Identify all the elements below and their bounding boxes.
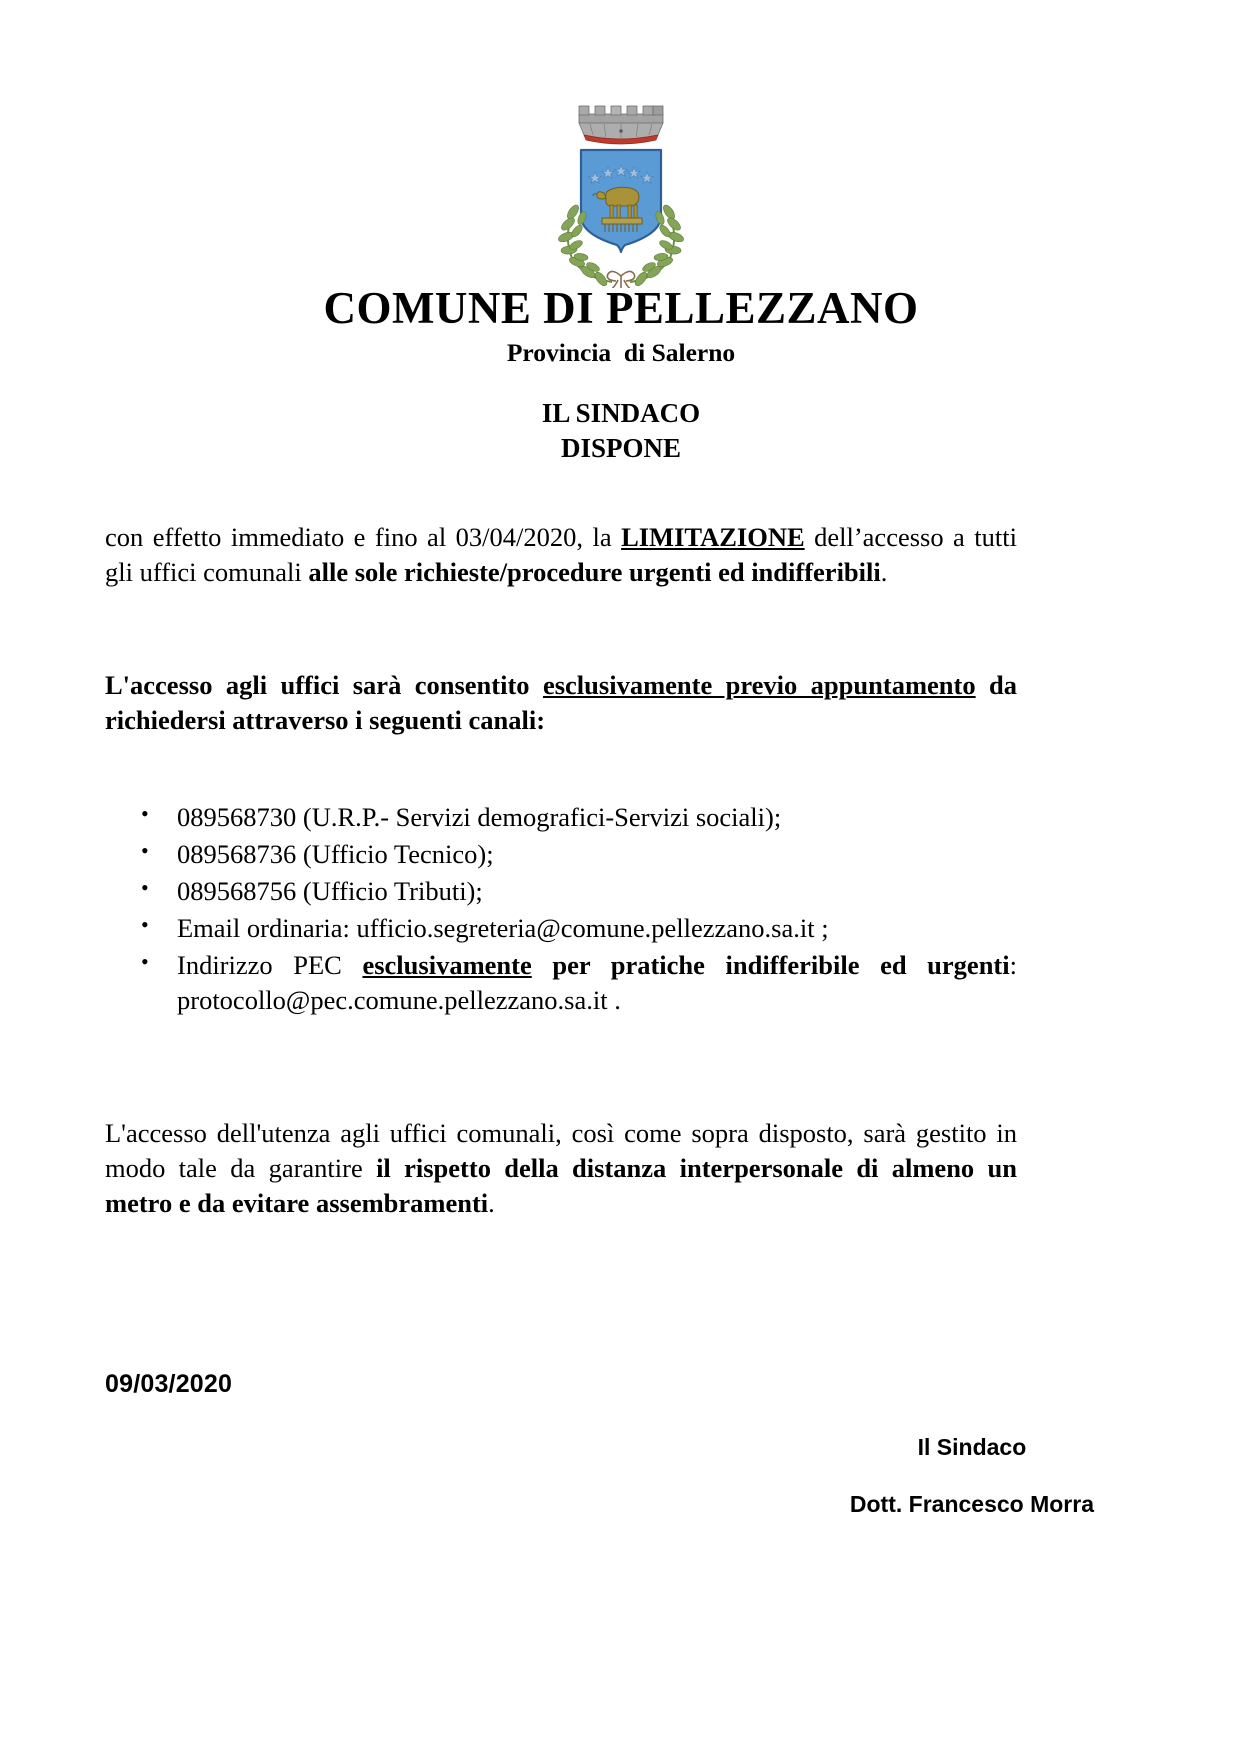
paragraph-limitation [105,520,1017,590]
channel-text: Email ordinaria: ufficio.segreteria@comune.pellezzano.sa.it ; [177,912,829,943]
para2-part1: L'accesso agli uffici sarà consentito [105,669,543,700]
spacer-1 [105,590,1017,668]
list-item [177,837,1017,873]
coat-of-arms-icon [546,98,696,288]
signature-block [850,1435,1094,1518]
signature-name: Dott. Francesco Morra [849,1491,1094,1518]
authority-heading [0,396,1242,466]
spacer-2 [105,738,1017,800]
channel-text: 089568730 (U.R.P.- Servizi demografici-Servizi sociali); [177,801,782,832]
list-item [177,874,1017,910]
list-item [177,948,1017,1020]
list-item [177,800,1017,836]
contact-channels-list [105,800,1017,1019]
channel-tail: : protocollo@pec.comune.pellezzano.sa.it . [177,949,1017,1016]
signature-role: Il Sindaco [917,1434,1027,1460]
mural-crown-icon [579,106,663,144]
channel-text: Indirizzo PEC [177,949,363,980]
emblem-container [0,98,1242,290]
document-date: 09/03/2020 [105,1370,233,1398]
page-subtitle: Provincia di Salerno [506,337,736,367]
paragraph-distance [105,1116,1017,1221]
channel-bold: per pratiche indifferibile ed urgenti [531,949,1010,980]
para1-part3: . [880,556,888,587]
para1-bold: alle sole richieste/procedure urgenti ed indifferibili [308,556,881,587]
para3-bold: il rispetto della distanza interpersonale di almeno un metro e da evitare assembramenti [105,1153,1017,1219]
document-body [105,520,1017,1221]
para2-part2: da richiedersi attraverso i seguenti canali: [105,669,1017,735]
header-block [0,284,1242,367]
spacer-3 [105,1020,1017,1116]
para1-part2: dell’accesso a tutti gli uffici comunali [105,522,1017,587]
channel-esclusivamente-emphasis: esclusivamente [362,949,532,980]
authority-line-2: DISPONE [560,433,682,464]
page-title: COMUNE DI PELLEZZANO [323,283,919,333]
para3-part2: . [488,1188,495,1219]
para1-limitazione-emphasis: LIMITAZIONE [621,522,805,552]
shield-icon [581,150,661,252]
channel-text: 089568756 (Ufficio Tributi); [177,875,483,906]
paragraph-appointment [105,668,1017,738]
channel-text: 089568736 (Ufficio Tecnico); [177,838,494,869]
para3-part1: L'accesso dell'utenza agli uffici comunali, così come sopra disposto, sarà gestito in modo tale da garantire [105,1118,1017,1184]
para1-part1: con effetto immediato e fino al 03/04/2020, la [105,522,622,552]
authority-line-1: IL SINDACO [541,398,701,428]
list-item [177,911,1017,947]
para2-appuntamento-emphasis: esclusivamente previo appuntamento [542,669,976,700]
